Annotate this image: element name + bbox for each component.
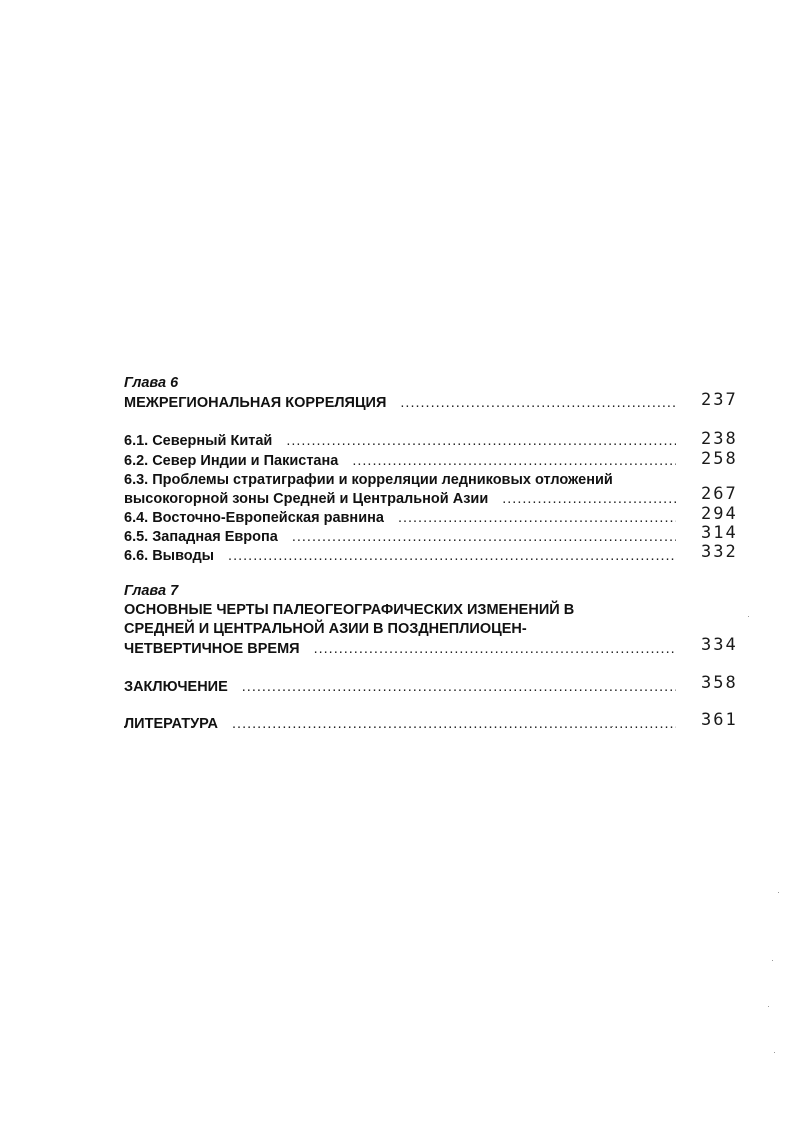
dot-leader [228, 547, 676, 566]
section-6-1-title: 6.1. Северный Китай [124, 433, 273, 449]
section-6-3-title-line1[interactable]: 6.3. Проблемы стратиграфии и корреляции ледниковых отложений [124, 472, 613, 488]
section-6-2-title: 6.2. Север Индии и Пакистана [124, 453, 339, 469]
dot-leader [232, 715, 676, 734]
page-number-chapter-7: 334 [701, 635, 738, 655]
scan-speck [748, 616, 749, 617]
dot-leader [314, 640, 676, 659]
page-number-6-6: 332 [701, 542, 738, 562]
section-6-6-title: 6.6. Выводы [124, 548, 215, 564]
toc-entry-6-3[interactable] [124, 490, 676, 509]
dot-leader [286, 432, 676, 451]
scan-speck [778, 892, 779, 893]
dot-leader [502, 490, 676, 509]
page-number-literature: 361 [701, 710, 738, 730]
dot-leader [242, 678, 676, 697]
chapter-7-label: Глава 7 [124, 583, 179, 599]
chapter-7-title-line3: ЧЕТВЕРТИЧНОЕ ВРЕМЯ [124, 641, 300, 657]
toc-entry-6-6[interactable] [124, 547, 676, 566]
dot-leader [400, 394, 676, 413]
scan-speck [774, 1052, 775, 1053]
toc-entry-6-2[interactable] [124, 452, 676, 471]
dot-leader [352, 452, 676, 471]
section-6-5-title: 6.5. Западная Европа [124, 529, 278, 545]
page-number-6-4: 294 [701, 504, 738, 524]
page-number-6-2: 258 [701, 449, 738, 469]
dot-leader [292, 528, 676, 547]
toc-entry-6-4[interactable] [124, 509, 676, 528]
scan-speck [612, 726, 613, 727]
chapter-6-title: МЕЖРЕГИОНАЛЬНАЯ КОРРЕЛЯЦИЯ [124, 395, 387, 411]
page-number-6-3: 267 [701, 484, 738, 504]
literature-title: ЛИТЕРАТУРА [124, 716, 219, 732]
page-number-conclusion: 358 [701, 673, 738, 693]
toc-entry-6-5[interactable] [124, 528, 676, 547]
chapter-7-title-line1[interactable]: ОСНОВНЫЕ ЧЕРТЫ ПАЛЕОГЕОГРАФИЧЕСКИХ ИЗМЕНЕНИЙ В [124, 602, 575, 618]
dot-leader [398, 509, 676, 528]
scan-speck [768, 1006, 769, 1007]
page-number-chapter-6: 237 [701, 390, 738, 410]
toc-entry-6-1[interactable] [124, 432, 676, 451]
section-6-4-title: 6.4. Восточно-Европейская равнина [124, 510, 384, 526]
scan-speck [772, 960, 773, 961]
chapter-7-title-line2[interactable]: СРЕДНЕЙ И ЦЕНТРАЛЬНОЙ АЗИИ В ПОЗДНЕПЛИОЦЕН- [124, 621, 527, 637]
page-number-6-5: 314 [701, 523, 738, 543]
toc-entry-conclusion[interactable] [124, 678, 676, 697]
toc-entry-chapter-6[interactable] [124, 394, 676, 413]
chapter-6-label: Глава 6 [124, 375, 179, 391]
toc-entry-chapter-7[interactable] [124, 640, 676, 659]
conclusion-title: ЗАКЛЮЧЕНИЕ [124, 679, 228, 695]
section-6-3-title-line2: высокогорной зоны Средней и Центральной Азии [124, 491, 489, 507]
page-number-6-1: 238 [701, 429, 738, 449]
toc-entry-literature[interactable] [124, 715, 676, 734]
